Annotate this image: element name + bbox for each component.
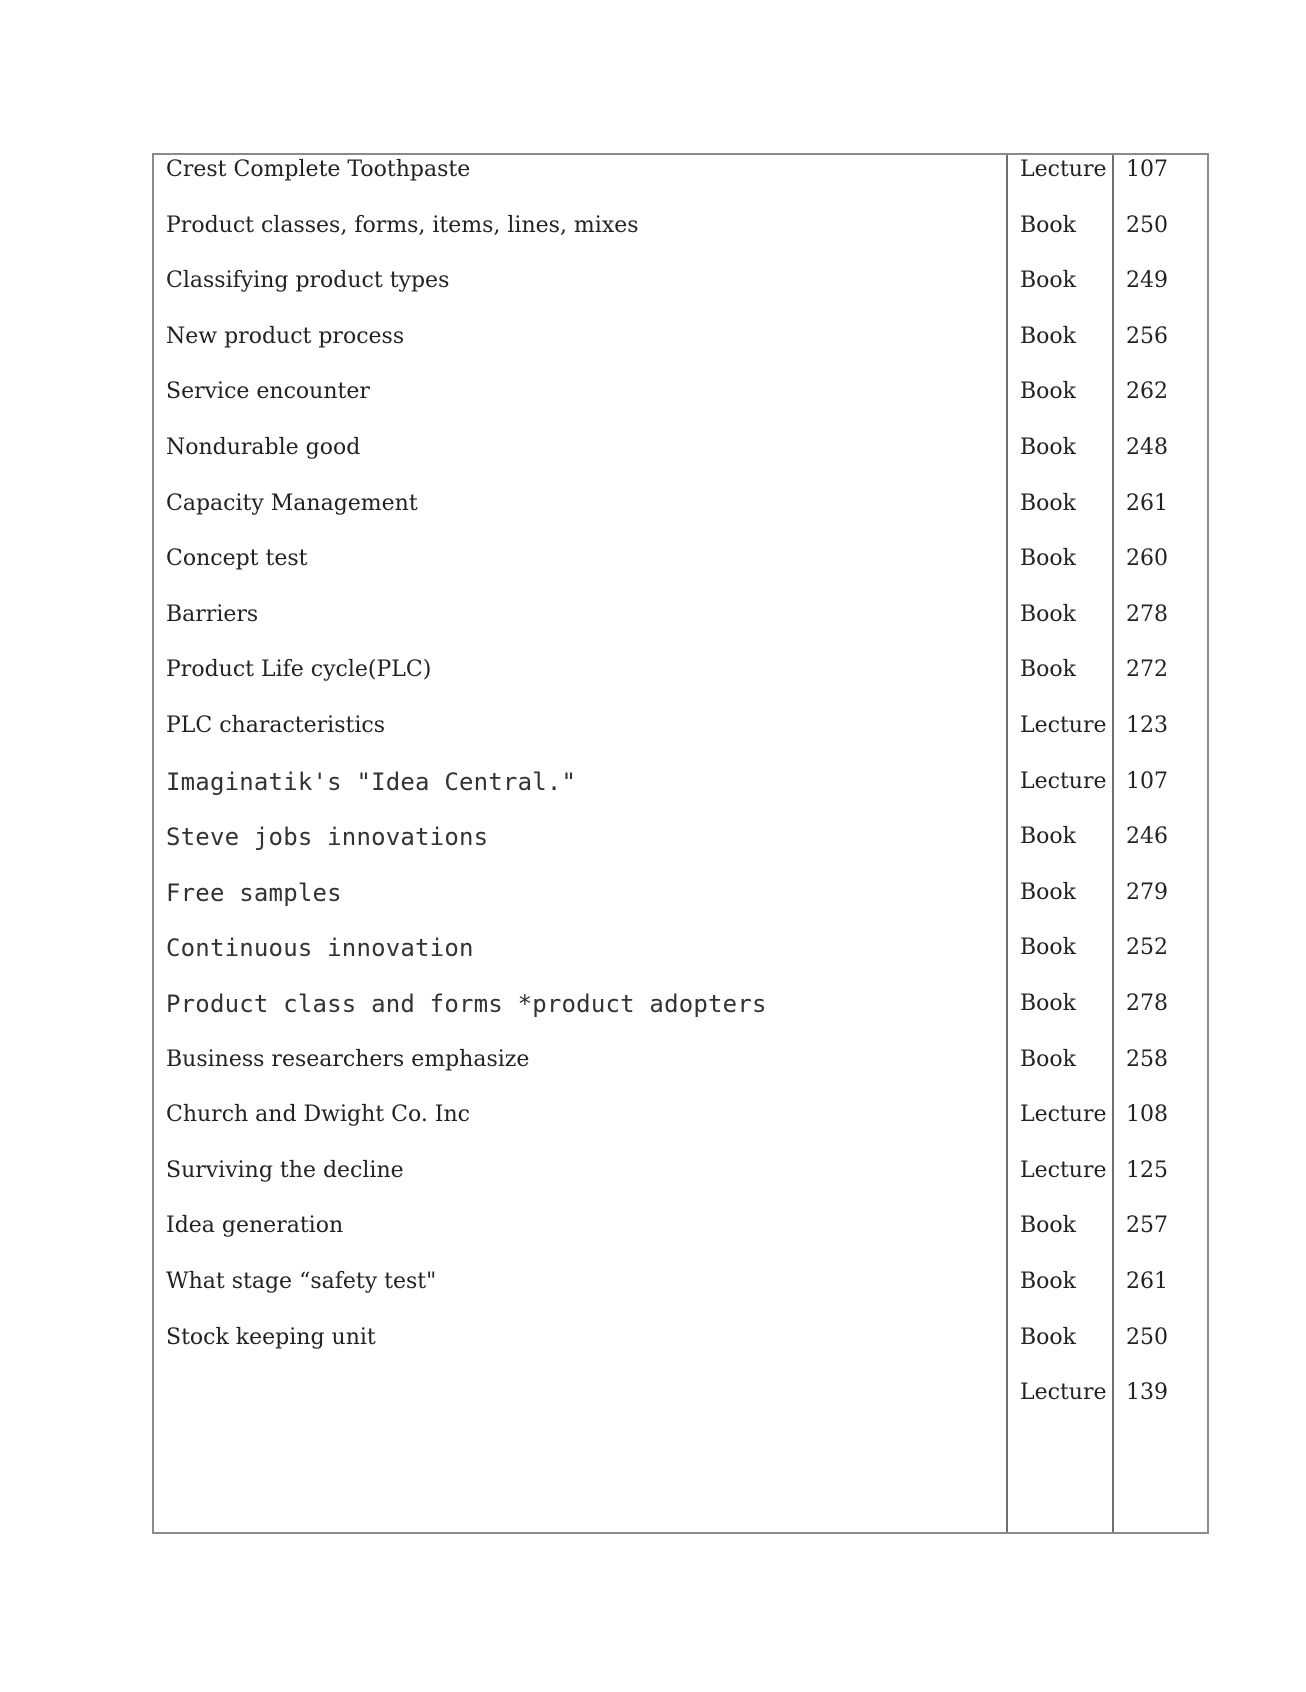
source-cell: Book [1020,879,1076,905]
table-row [154,878,1207,938]
page-number-cell: 278 [1126,601,1168,627]
page-number-cell: 279 [1126,879,1168,905]
table-row [154,1267,1207,1327]
page-number-cell: 107 [1126,157,1168,182]
page-number-cell: 262 [1126,379,1168,405]
table-row [154,377,1207,437]
table-row [154,1211,1207,1271]
table-row [154,433,1207,493]
page-number-cell: 256 [1126,323,1168,349]
table-row [154,711,1207,771]
source-cell: Book [1020,1213,1076,1239]
page-number-cell: 252 [1126,935,1168,961]
topic-cell: Product classes, forms, items, lines, mixes [166,212,639,238]
source-cell: Book [1020,657,1076,683]
source-cell: Lecture [1020,713,1107,738]
table-row [154,211,1207,271]
source-cell: Book [1020,268,1076,294]
topic-cell: Church and Dwight Co. Inc [166,1102,470,1128]
topic-cell: PLC characteristics [166,713,385,738]
topic-cell: Service encounter [166,379,370,405]
page-number-cell: 278 [1126,991,1168,1016]
source-cell: Lecture [1020,157,1107,182]
topic-cell: Product class and forms *product adopters [166,990,767,1018]
topic-cell: Continuous innovation [166,934,474,963]
page-number-cell: 248 [1126,435,1168,460]
topic-cell: Stock keeping unit [166,1324,376,1350]
page-number-cell: 257 [1126,1213,1168,1239]
topic-cell: Product Life cycle(PLC) [166,657,432,683]
table-row [154,989,1207,1049]
source-cell: Lecture [1020,1157,1107,1183]
page-number-cell: 139 [1126,1380,1168,1406]
page-number-cell: 123 [1126,713,1168,738]
page-number-cell: 250 [1126,212,1168,238]
topic-cell: Classifying product types [166,268,450,294]
page-number-cell: 260 [1126,546,1168,572]
table-row [154,822,1207,882]
table-row [154,266,1207,326]
table-row [154,489,1207,549]
source-cell: Book [1020,991,1076,1016]
table-row [154,155,1207,215]
source-cell: Book [1020,435,1076,460]
page-number-cell: 107 [1126,768,1168,794]
page-number-cell: 246 [1126,824,1168,850]
topic-cell: Crest Complete Toothpaste [166,157,471,182]
source-cell: Lecture [1020,1380,1107,1406]
topic-cell: Free samples [166,878,342,907]
source-cell: Book [1020,323,1076,349]
topic-cell: Business researchers emphasize [166,1046,530,1072]
source-cell: Book [1020,1269,1076,1294]
topic-cell: What stage “safety test" [166,1269,437,1294]
topic-cell: New product process [166,323,405,349]
source-cell: Lecture [1020,768,1107,794]
table-row [154,1323,1207,1383]
source-cell: Book [1020,824,1076,850]
topic-cell: Steve jobs innovations [166,823,489,852]
page-number-cell: 258 [1126,1046,1168,1072]
page-number-cell: 108 [1126,1102,1168,1128]
page-number-cell: 250 [1126,1324,1168,1350]
table-row [154,1045,1207,1105]
topic-reference-table [152,153,1209,1534]
source-cell: Book [1020,490,1076,516]
source-cell: Book [1020,935,1076,961]
source-cell: Book [1020,212,1076,238]
topic-cell: Barriers [166,601,259,627]
page-number-cell: 261 [1126,490,1168,516]
table-row [154,1100,1207,1160]
page-number-cell: 261 [1126,1269,1168,1294]
topic-cell: Imaginatik's "Idea Central." [166,767,577,796]
source-cell: Book [1020,1324,1076,1350]
topic-cell: Idea generation [166,1213,344,1239]
source-cell: Book [1020,546,1076,572]
page-number-cell: 272 [1126,657,1168,683]
table-row [154,322,1207,382]
table-row [154,767,1207,827]
table-row [154,1378,1207,1438]
page-number-cell: 249 [1126,268,1168,294]
table-row [154,933,1207,993]
topic-cell: Nondurable good [166,435,361,460]
topic-cell: Concept test [166,546,308,572]
topic-cell: Capacity Management [166,490,418,516]
source-cell: Book [1020,379,1076,405]
source-cell: Book [1020,601,1076,627]
page-number-cell: 125 [1126,1157,1168,1183]
table-row [154,1156,1207,1216]
source-cell: Lecture [1020,1102,1107,1128]
table-row [154,655,1207,715]
table-row [154,600,1207,660]
topic-cell: Surviving the decline [166,1157,404,1183]
table-row [154,544,1207,604]
source-cell: Book [1020,1046,1076,1072]
